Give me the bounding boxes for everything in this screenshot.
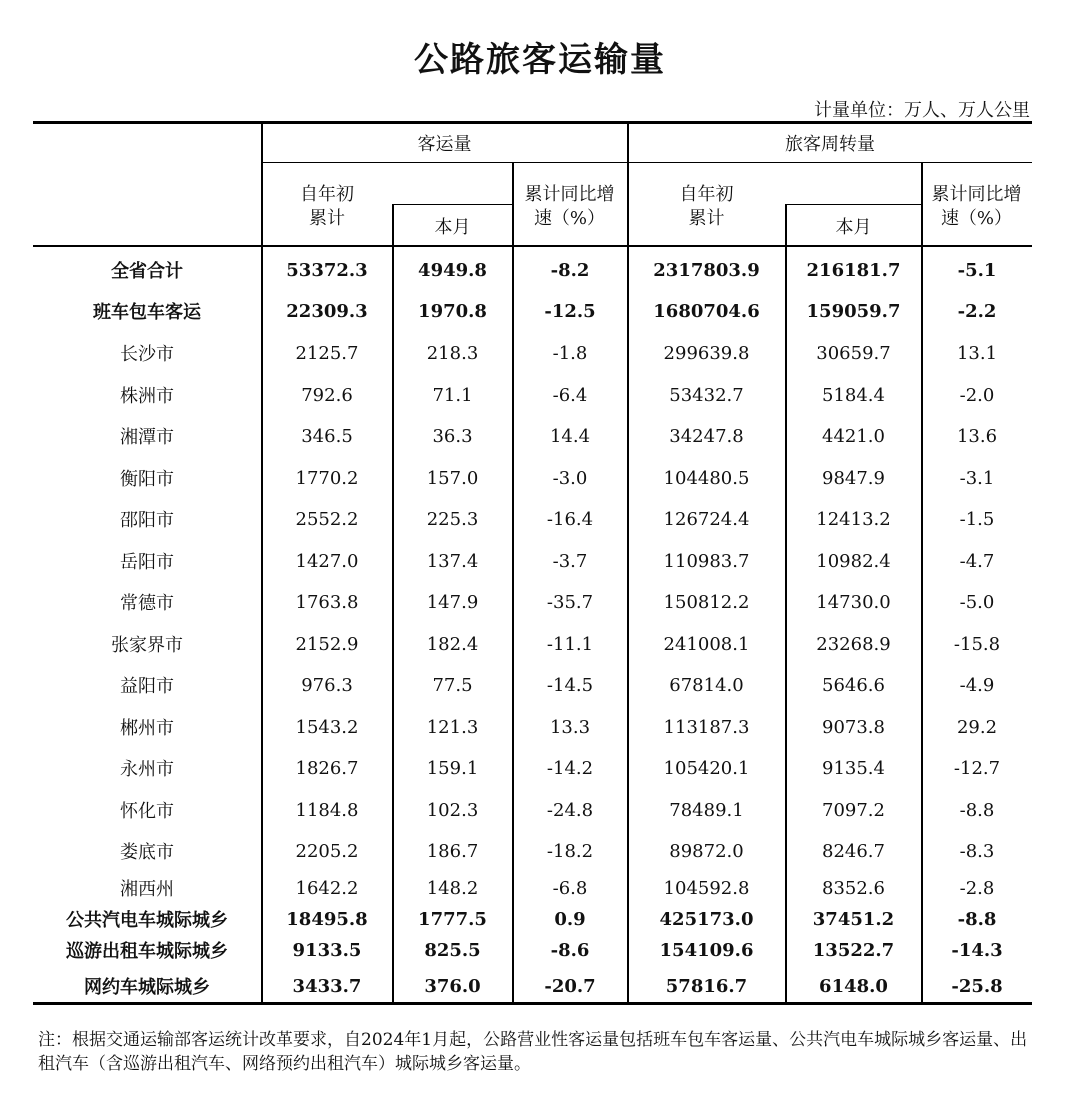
table-cell: 825.5: [424, 939, 481, 961]
table-cell: 0.9: [554, 908, 586, 930]
row-label: 常德市: [120, 593, 174, 614]
table-cell: 5646.6: [822, 674, 885, 696]
table-cell: 126724.4: [663, 508, 750, 530]
table-cell: 159.1: [426, 757, 479, 779]
table-cell: 12413.2: [816, 508, 891, 530]
table-cell: 9847.9: [822, 467, 885, 489]
header-pv-ytd: [262, 183, 392, 231]
table-cell: -3.7: [552, 550, 588, 572]
table-cell: 376.0: [424, 975, 481, 997]
table-cell: 2552.2: [295, 508, 359, 530]
table-cell: -4.7: [959, 550, 995, 572]
table-cell: -18.2: [546, 840, 594, 862]
row-label: 湘潭市: [120, 427, 174, 448]
header-turnover: 旅客周转量: [785, 134, 875, 155]
table-cell: -2.0: [959, 384, 995, 406]
table-cell: 37451.2: [812, 908, 895, 930]
header-pv-growth-line1: 累计同比增: [524, 184, 615, 205]
table-cell: 1427.0: [295, 550, 359, 572]
page-title: 公路旅客运输量: [414, 40, 666, 80]
table-cell: 53432.7: [669, 384, 744, 406]
row-label: 网约车城际城乡: [84, 977, 210, 998]
header-to-ytd: [628, 183, 785, 231]
table-cell: 53372.3: [286, 259, 368, 281]
row-label: 永州市: [120, 759, 174, 780]
table-cell: 425173.0: [659, 908, 754, 930]
header-to-month: 本月: [835, 216, 872, 238]
table-cell: 13522.7: [812, 939, 895, 961]
table-cell: 150812.2: [663, 591, 750, 613]
table-cell: 1543.2: [295, 716, 359, 738]
row-label: 娄底市: [120, 842, 174, 863]
header-pv-growth-line2: 速（%）: [533, 208, 606, 229]
header-pv-month: 本月: [434, 216, 471, 238]
header-pv-growth: [512, 183, 627, 231]
row-label: 公共汽电车城际城乡: [66, 910, 228, 931]
table-cell: 1763.8: [295, 591, 359, 613]
table-cell: 110983.7: [663, 550, 750, 572]
table-cell: 78489.1: [669, 799, 744, 821]
row-label: 张家界市: [111, 635, 183, 656]
table-cell: -24.8: [546, 799, 594, 821]
table-cell: -1.8: [552, 342, 588, 364]
row-label: 株洲市: [120, 386, 174, 407]
table-cell: 2317803.9: [653, 259, 760, 281]
table-cell: 23268.9: [816, 633, 891, 655]
unit-label: 计量单位：万人、万人公里: [814, 100, 1030, 121]
header-to-growth: [921, 183, 1032, 231]
table-cell: -4.9: [959, 674, 995, 696]
table-cell: 1184.8: [295, 799, 359, 821]
table-cell: 14730.0: [816, 591, 891, 613]
table-cell: 67814.0: [669, 674, 744, 696]
table-cell: 7097.2: [822, 799, 885, 821]
table-cell: 1680704.6: [653, 300, 760, 322]
table-cell: 57816.7: [665, 975, 748, 997]
table-cell: -12.7: [953, 757, 1001, 779]
table-cell: 148.2: [426, 877, 479, 899]
row-label: 湘西州: [120, 879, 174, 900]
table-cell: 18495.8: [286, 908, 368, 930]
table-cell: 6148.0: [819, 975, 888, 997]
table-cell: 9133.5: [292, 939, 362, 961]
table-cell: 182.4: [426, 633, 479, 655]
table-cell: 9135.4: [822, 757, 885, 779]
table-cell: -16.4: [546, 508, 594, 530]
table-cell: 976.3: [301, 674, 353, 696]
table-cell: 147.9: [426, 591, 479, 613]
row-label: 长沙市: [120, 344, 174, 365]
table-cell: -2.2: [957, 300, 997, 322]
table-cell: 2125.7: [295, 342, 359, 364]
table-cell: 2152.9: [295, 633, 359, 655]
table-cell: 71.1: [432, 384, 473, 406]
table-cell: 346.5: [301, 425, 353, 447]
table-cell: 154109.6: [659, 939, 754, 961]
month-header-divider-right: [785, 204, 921, 205]
header-passenger-volume: 客运量: [417, 134, 472, 155]
table-cell: -3.1: [959, 467, 995, 489]
footnote: 注：根据交通运输部客运统计改革要求，自2024年1月起，公路营业性客运量包括班车包车客运量、公共汽电车城际城乡客运量、出租汽车（含巡游出租汽车、网络预约出租汽车）城际城乡客运量。: [38, 1030, 1028, 1074]
table-cell: 34247.8: [669, 425, 744, 447]
table-cell: 299639.8: [663, 342, 750, 364]
header-to-growth-line1: 累计同比增: [931, 184, 1022, 205]
table-cell: 1770.2: [295, 467, 359, 489]
table-cell: -15.8: [953, 633, 1001, 655]
table-cell: -8.2: [550, 259, 590, 281]
table-cell: 102.3: [426, 799, 479, 821]
table-cell: 113187.3: [663, 716, 750, 738]
header-pv-ytd-line1: 自年初: [300, 184, 354, 205]
table-cell: 22309.3: [286, 300, 368, 322]
table-cell: 3433.7: [292, 975, 362, 997]
table-cell: -6.8: [552, 877, 588, 899]
table-cell: 1826.7: [295, 757, 359, 779]
table-cell: -6.4: [552, 384, 588, 406]
table-cell: 1642.2: [295, 877, 359, 899]
table-cell: 8352.6: [822, 877, 885, 899]
table-cell: -14.5: [546, 674, 594, 696]
row-label: 衡阳市: [120, 469, 174, 490]
table-cell: 36.3: [432, 425, 473, 447]
table-cell: 13.3: [549, 716, 591, 738]
row-label: 巡游出租车城际城乡: [66, 941, 228, 962]
row-label: 邵阳市: [120, 510, 174, 531]
header-bottom-border: [33, 245, 1032, 247]
header-to-ytd-line2: 累计: [688, 208, 725, 229]
table-cell: -14.2: [546, 757, 594, 779]
table-bottom-border: [33, 1002, 1032, 1005]
table-cell: 13.6: [956, 425, 998, 447]
table-cell: 10982.4: [816, 550, 891, 572]
table-cell: -8.6: [550, 939, 590, 961]
row-label: 怀化市: [120, 801, 174, 822]
row-label: 郴州市: [120, 718, 174, 739]
row-label: 班车包车客运: [93, 302, 201, 323]
table-cell: 13.1: [956, 342, 998, 364]
table-cell: 218.3: [426, 342, 479, 364]
row-label: 全省合计: [111, 261, 183, 282]
table-cell: -20.7: [544, 975, 596, 997]
group-header-divider: [262, 162, 1032, 163]
header-to-ytd-line1: 自年初: [679, 184, 734, 205]
month-header-divider-left: [393, 204, 512, 205]
table-cell: 159059.7: [806, 300, 901, 322]
table-cell: -25.8: [951, 975, 1003, 997]
table-cell: 77.5: [432, 674, 473, 696]
row-label: 岳阳市: [120, 552, 174, 573]
header-to-growth-line2: 速（%）: [940, 208, 1013, 229]
table-cell: 104592.8: [663, 877, 750, 899]
table-cell: 89872.0: [669, 840, 744, 862]
table-cell: 8246.7: [822, 840, 885, 862]
table-cell: -2.8: [959, 877, 995, 899]
table-cell: -5.1: [957, 259, 997, 281]
table-cell: 157.0: [426, 467, 479, 489]
table-cell: 105420.1: [663, 757, 750, 779]
table-cell: -11.1: [546, 633, 594, 655]
table-cell: -1.5: [959, 508, 995, 530]
table-cell: 30659.7: [816, 342, 891, 364]
table-cell: 225.3: [426, 508, 479, 530]
table-cell: -3.0: [552, 467, 588, 489]
header-pv-ytd-line2: 累计: [309, 208, 345, 229]
table-cell: 137.4: [426, 550, 479, 572]
row-label: 益阳市: [120, 676, 174, 697]
table-cell: -35.7: [546, 591, 594, 613]
table-cell: 186.7: [426, 840, 479, 862]
table-cell: -8.8: [957, 908, 997, 930]
table-cell: 104480.5: [663, 467, 750, 489]
table-cell: 4949.8: [418, 259, 487, 281]
table-cell: 121.3: [426, 716, 479, 738]
table-cell: 792.6: [301, 384, 353, 406]
table-cell: 29.2: [956, 716, 998, 738]
table-cell: 14.4: [549, 425, 591, 447]
table-cell: 2205.2: [295, 840, 359, 862]
table-cell: -5.0: [959, 591, 995, 613]
table-cell: -8.8: [959, 799, 995, 821]
table-cell: -14.3: [951, 939, 1003, 961]
table-cell: 1777.5: [418, 908, 487, 930]
table-cell: 216181.7: [806, 259, 901, 281]
table-cell: -12.5: [544, 300, 596, 322]
table-cell: 241008.1: [663, 633, 750, 655]
table-cell: 1970.8: [418, 300, 487, 322]
table-cell: 9073.8: [822, 716, 885, 738]
table-cell: 5184.4: [822, 384, 885, 406]
table-cell: -8.3: [959, 840, 995, 862]
table-cell: 4421.0: [822, 425, 885, 447]
